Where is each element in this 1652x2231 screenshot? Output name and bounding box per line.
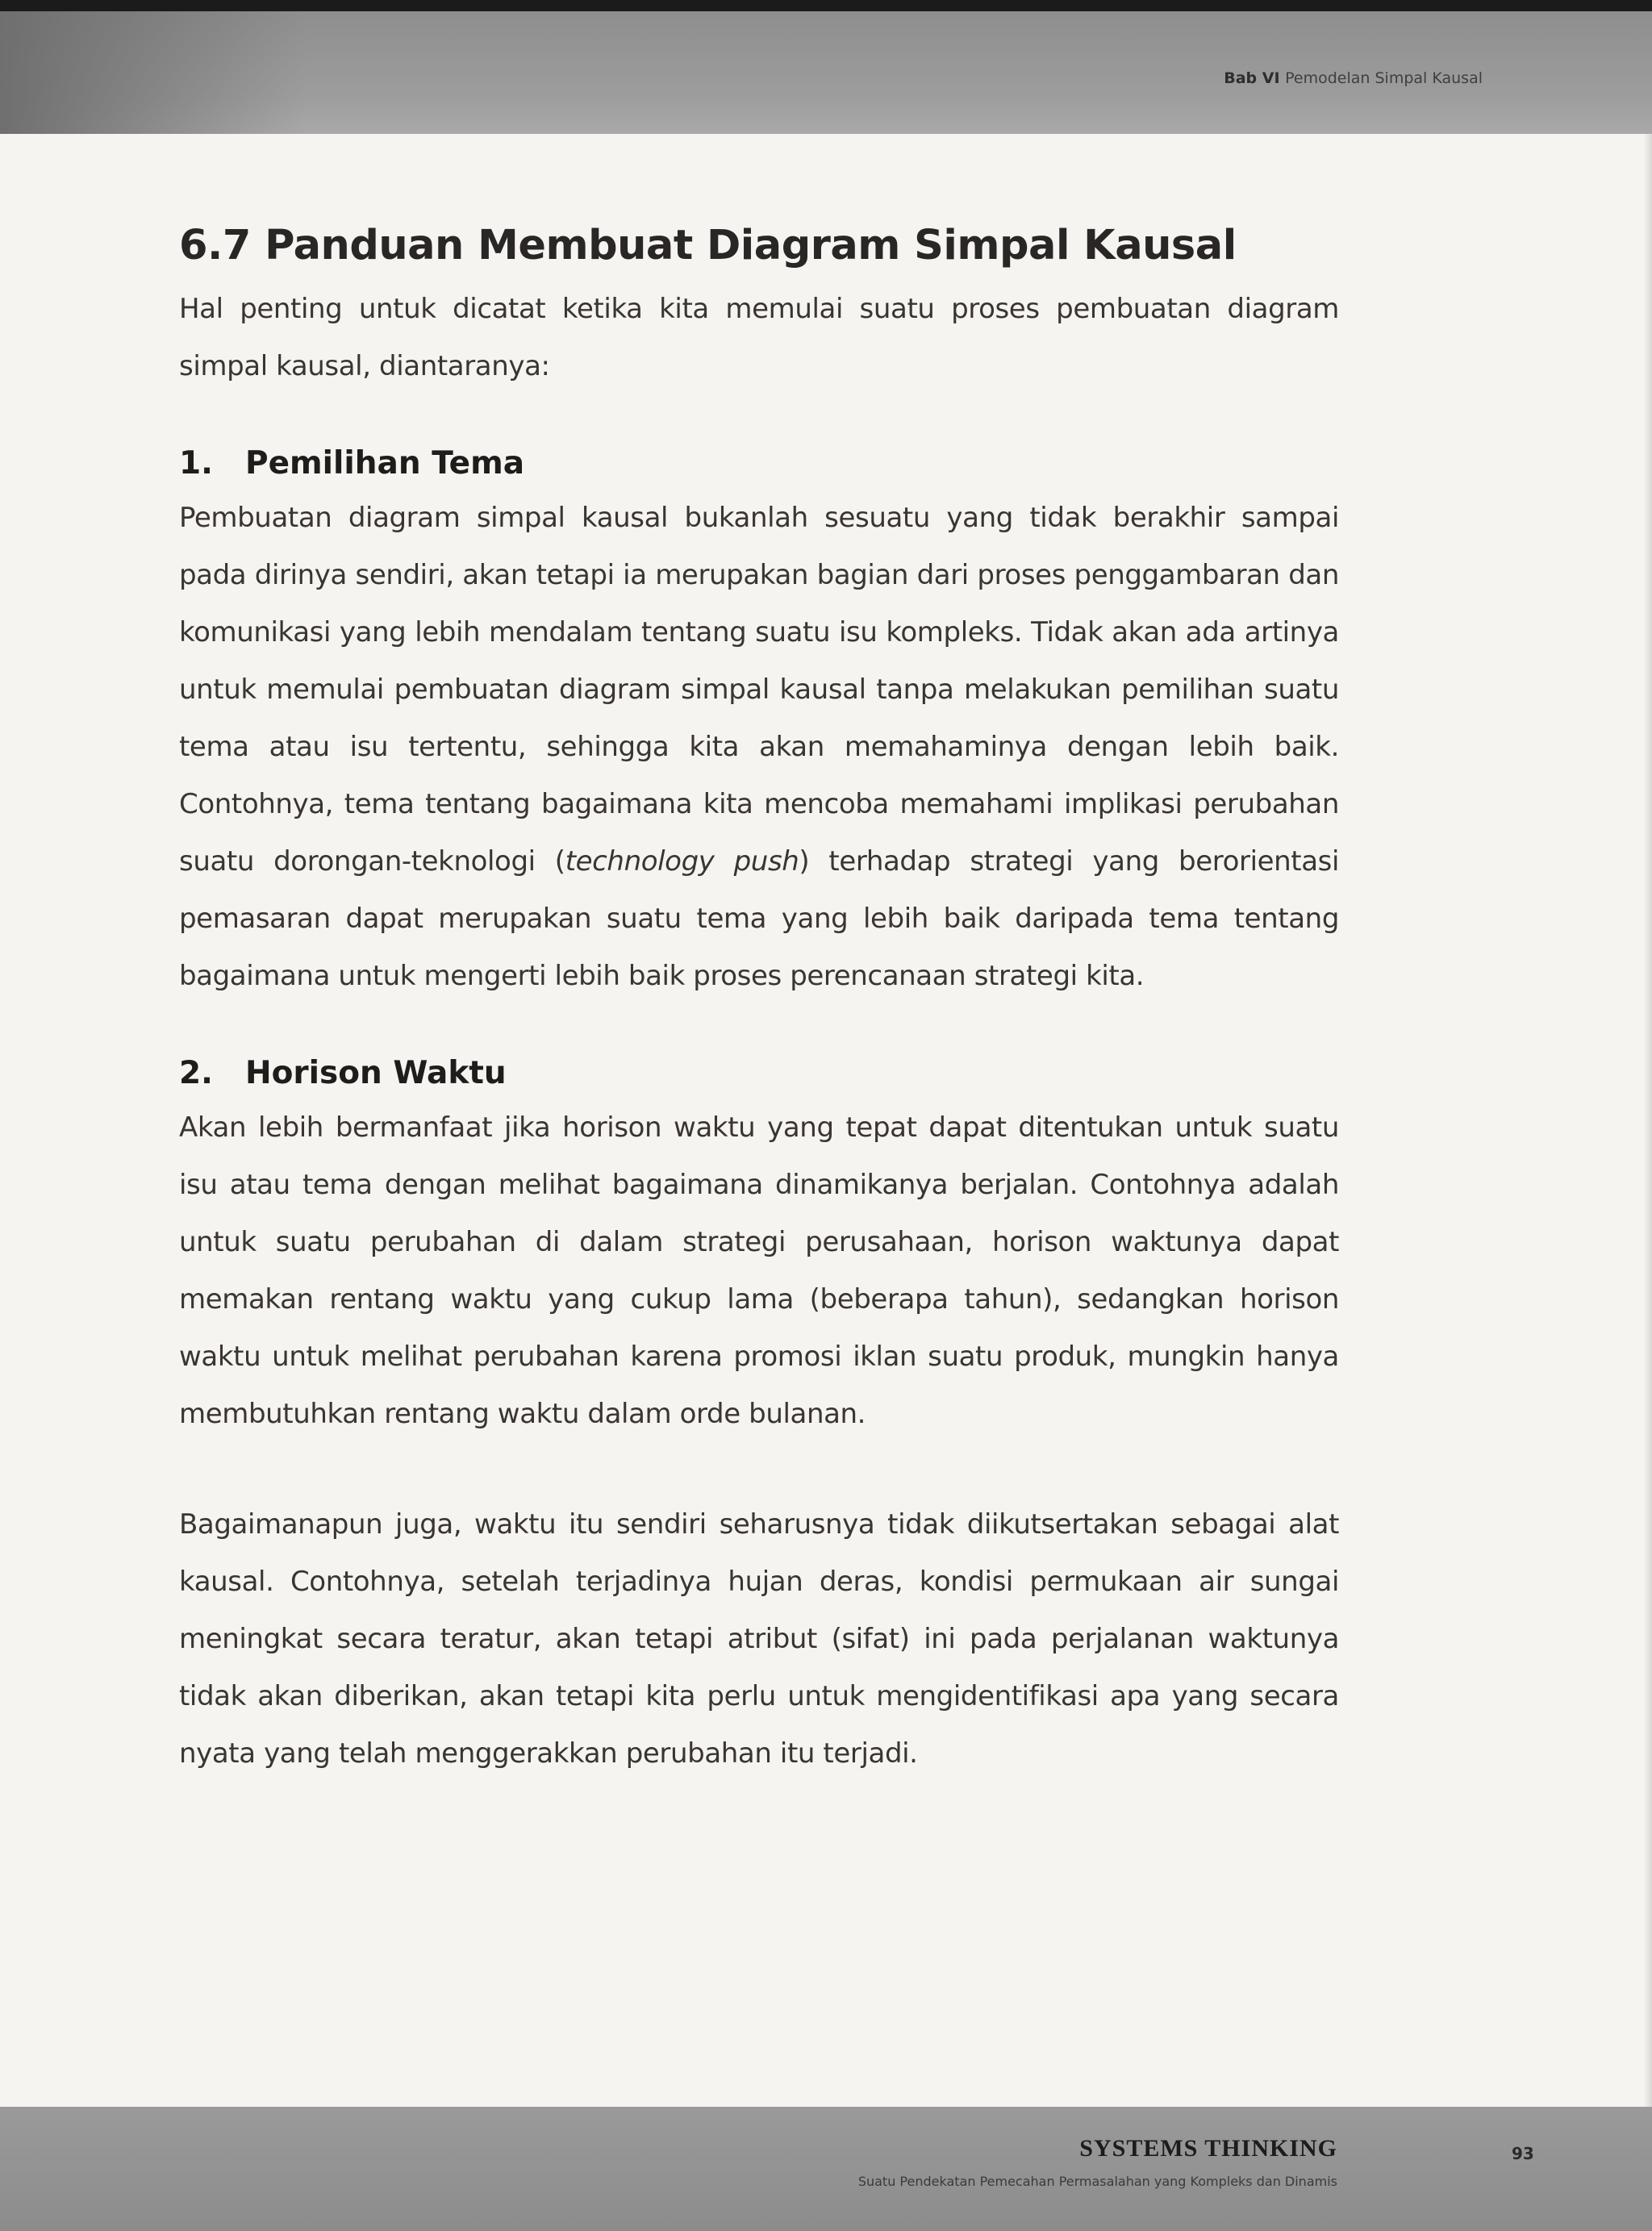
item-body-2: Akan lebih bermanfaat jika horison waktu yang tepat dapat ditentukan untuk suatu isu atau tema dengan melihat bagaimana dinamikanya berjalan. Contohnya adalah untuk suatu perubahan di dalam strategi perusahaan, horison waktunya dapat memakan rentang waktu yang cukup lama (beberapa tahun), sedangkan horison waktu untuk melihat perubahan karena promosi iklan suatu produk, mungkin hanya membutuhkan rentang waktu dalam orde bulanan.: [179, 1111, 1339, 1430]
section-intro: Hal penting untuk dicatat ketika kita memulai suatu proses pembuatan diagram simpal kausal, diantaranya:: [179, 293, 1339, 382]
item-heading-2: [179, 1055, 1339, 1091]
page-content: [179, 222, 1339, 1783]
section-title: 6.7 Panduan Membuat Diagram Simpal Kausal: [179, 222, 1237, 269]
item-number-2: 2.: [179, 1055, 213, 1091]
running-head-title: Pemodelan Simpal Kausal: [1285, 69, 1483, 87]
item-number-1: 1.: [179, 445, 213, 482]
scan-top-edge: [0, 0, 1652, 11]
item-body-1-italic: technology push: [565, 845, 799, 878]
footer-book-title: SYSTEMS THINKING: [1079, 2135, 1337, 2162]
item-title-1: Pemilihan Tema: [245, 445, 525, 482]
item-title-2: Horison Waktu: [245, 1055, 507, 1091]
item-body-1-part-a: Pembuatan diagram simpal kausal bukanlah sesuatu yang tidak berakhir sampai pada dirinya sendiri, akan tetapi ia merupakan bagian dari proses penggambaran dan komunikasi yang lebih mendalam tentang suatu isu kompleks. Tidak akan ada artinya untuk memulai pembuatan diagram simpal kausal tanpa melakukan pemilihan suatu tema atau isu tertentu, sehingga kita akan memahaminya dengan lebih baik. Contohnya, tema tentang bagaimana kita mencoba memahami implikasi perubahan suatu dorongan-teknologi (: [179, 502, 1339, 878]
item-body-2-continued: Bagaimanapun juga, waktu itu sendiri seharusnya tidak diikutsertakan sebagai alat kausal. Contohnya, setelah terjadinya hujan deras, kondisi permukaan air sungai meningkat secara teratur, akan tetapi atribut (sifat) ini pada perjalanan waktunya tidak akan diberikan, akan tetapi kita perlu untuk mengidentifikasi apa yang secara nyata yang telah menggerakkan perubahan itu terjadi.: [179, 1508, 1339, 1770]
item-body-1: [179, 490, 1339, 1005]
page-edge-shadow: [1644, 134, 1652, 2107]
running-head-chapter: Bab VI: [1224, 69, 1280, 87]
item-body-1-part-b: ) terhadap strategi yang berorientasi pemasaran dapat merupakan suatu tema yang lebih baik daripada tema tentang bagaimana untuk mengerti lebih baik proses perencanaan strategi kita.: [179, 845, 1340, 992]
header-shade: [0, 11, 307, 134]
page-number: 93: [1512, 2144, 1534, 2163]
page-footer-band: [0, 2107, 1652, 2231]
running-head: [1224, 69, 1483, 87]
footer-book-subtitle: Suatu Pendekatan Pemecahan Permasalahan yang Kompleks dan Dinamis: [857, 2174, 1337, 2189]
item-heading-1: [179, 445, 1339, 482]
